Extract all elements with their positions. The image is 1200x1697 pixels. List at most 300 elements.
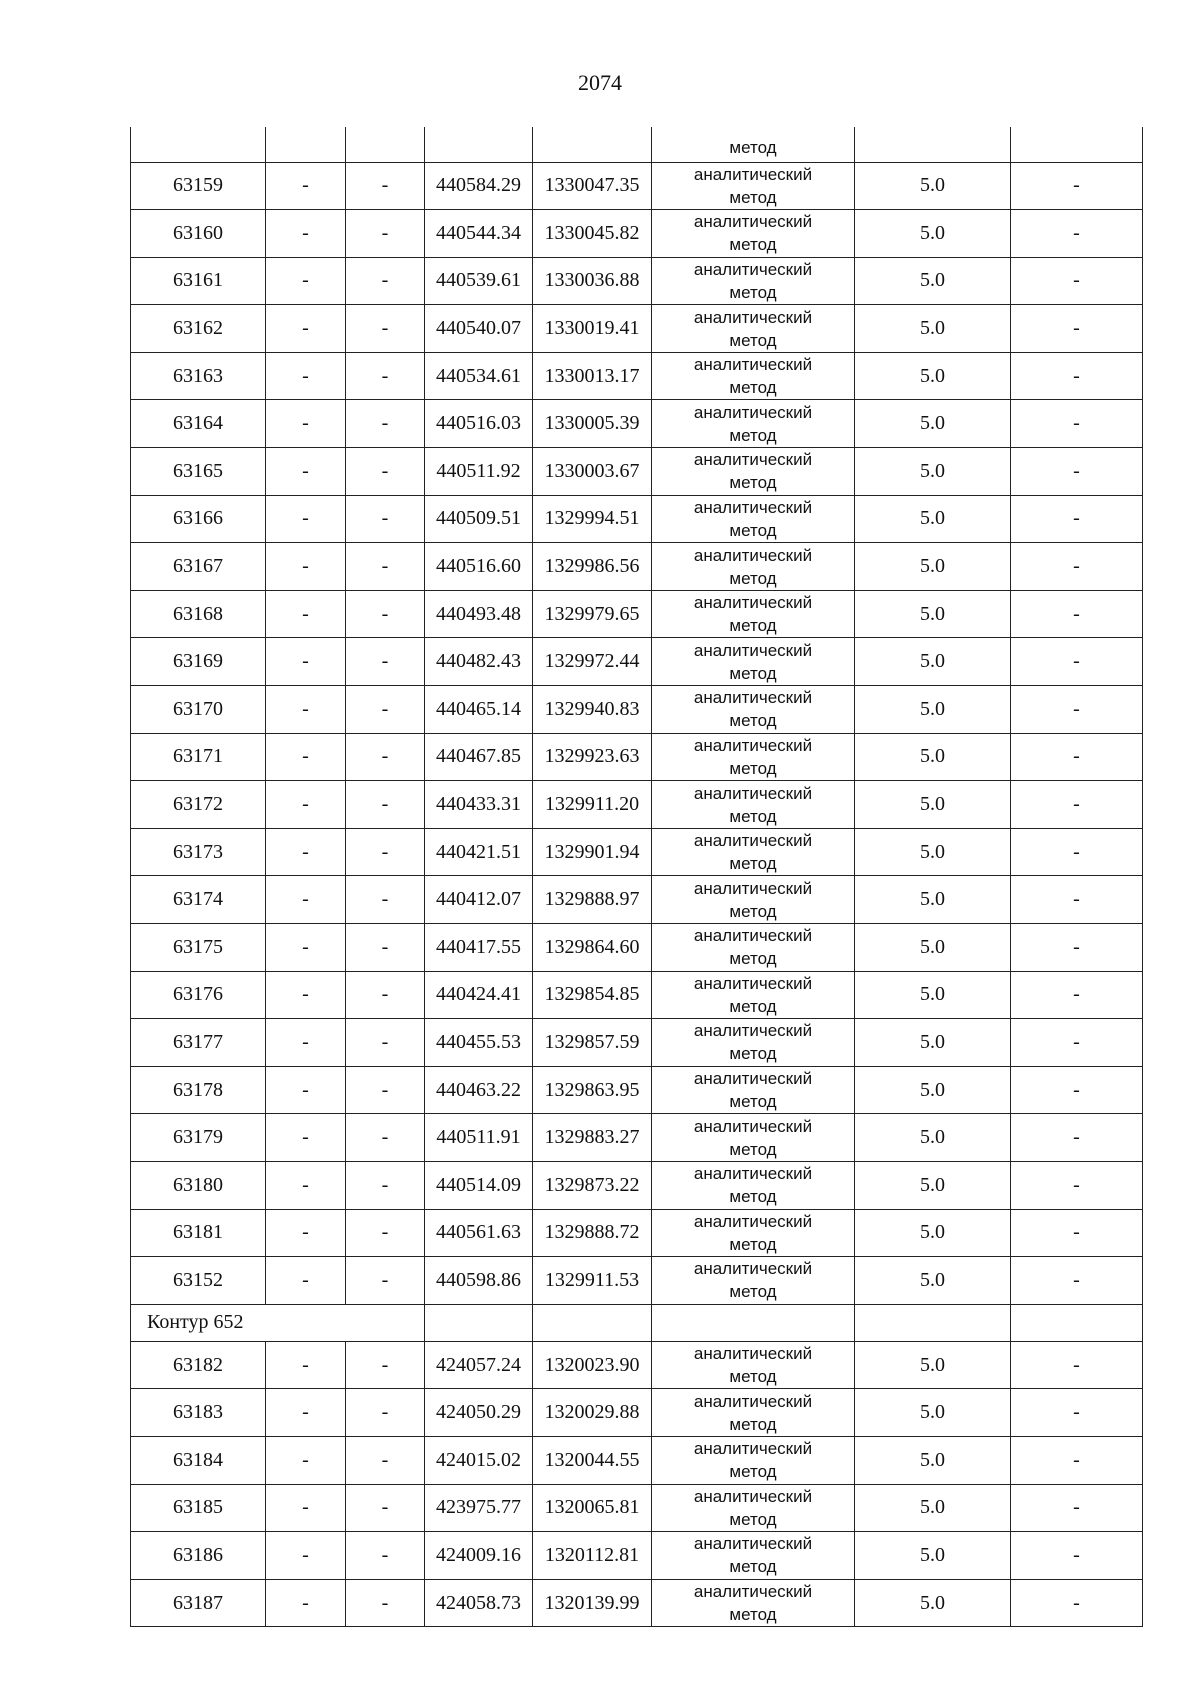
method-line-2: метод	[729, 568, 777, 588]
method-line-2: метод	[729, 1414, 777, 1434]
contour-label: Контур 652	[131, 1304, 425, 1341]
y-coordinate-cell: 1329911.53	[533, 1257, 652, 1305]
y-coordinate-cell: 1330003.67	[533, 448, 652, 496]
x-coordinate-cell: 424058.73	[425, 1579, 533, 1627]
dash-cell: -	[1011, 448, 1143, 496]
x-coordinate-cell: 440493.48	[425, 590, 533, 638]
method-line-2: метод	[729, 1092, 777, 1112]
method-line-1: аналитический	[693, 878, 813, 898]
point-id-cell: 63152	[131, 1257, 266, 1305]
point-id-cell: 63171	[131, 733, 266, 781]
dash-cell: -	[266, 1161, 346, 1209]
method-cell	[652, 638, 855, 686]
dash-cell: -	[1011, 971, 1143, 1019]
method-cell	[652, 257, 855, 305]
dash-cell: -	[266, 971, 346, 1019]
table-row	[131, 162, 1143, 210]
table-row	[131, 971, 1143, 1019]
accuracy-cell: 5.0	[855, 781, 1011, 829]
method-line-2: метод	[729, 1605, 777, 1625]
empty-cell	[533, 1304, 652, 1341]
point-id-cell: 63170	[131, 686, 266, 734]
accuracy-cell: 5.0	[855, 1161, 1011, 1209]
x-coordinate-cell: 440584.29	[425, 162, 533, 210]
accuracy-cell: 5.0	[855, 1209, 1011, 1257]
y-coordinate-cell: 1329986.56	[533, 543, 652, 591]
table-row	[131, 1114, 1143, 1162]
point-id-cell: 63183	[131, 1389, 266, 1437]
y-coordinate-cell: 1320112.81	[533, 1532, 652, 1580]
method-line-1: аналитический	[693, 402, 813, 422]
table-row	[131, 448, 1143, 496]
method-line-1: аналитический	[693, 1021, 813, 1041]
table-row	[131, 781, 1143, 829]
dash-cell: -	[1011, 257, 1143, 305]
accuracy-cell: 5.0	[855, 162, 1011, 210]
dash-cell: -	[1011, 1579, 1143, 1627]
y-coordinate-cell: 1329972.44	[533, 638, 652, 686]
method-line-1: аналитический	[693, 1439, 813, 1459]
y-coordinate-cell: 1329994.51	[533, 495, 652, 543]
accuracy-cell: 5.0	[855, 1019, 1011, 1067]
table-row	[131, 1389, 1143, 1437]
dash-cell: -	[346, 1019, 425, 1067]
method-cell	[652, 1484, 855, 1532]
method-tail: метод	[729, 138, 777, 158]
table-row	[131, 352, 1143, 400]
coordinates-table	[130, 127, 1143, 1627]
method-cell	[652, 1209, 855, 1257]
dash-cell: -	[346, 400, 425, 448]
dash-cell: -	[346, 257, 425, 305]
dash-cell: -	[266, 733, 346, 781]
method-line-2: метод	[729, 758, 777, 778]
method-line-1: аналитический	[693, 164, 813, 184]
point-id-cell: 63180	[131, 1161, 266, 1209]
method-line-2: метод	[729, 1462, 777, 1482]
point-id-cell: 63160	[131, 210, 266, 258]
dash-cell: -	[346, 448, 425, 496]
dash-cell: -	[346, 686, 425, 734]
method-line-1: аналитический	[693, 831, 813, 851]
dash-cell: -	[346, 1161, 425, 1209]
dash-cell: -	[346, 733, 425, 781]
method-line-2: метод	[729, 616, 777, 636]
accuracy-cell: 5.0	[855, 971, 1011, 1019]
method-cell	[652, 876, 855, 924]
point-id-cell: 63164	[131, 400, 266, 448]
method-line-2: метод	[729, 520, 777, 540]
x-coordinate-cell: 440511.92	[425, 448, 533, 496]
point-id-cell: 63159	[131, 162, 266, 210]
point-id-cell: 63182	[131, 1341, 266, 1389]
x-coordinate-cell: 440544.34	[425, 210, 533, 258]
accuracy-cell: 5.0	[855, 1341, 1011, 1389]
method-cell	[652, 543, 855, 591]
x-coordinate-cell: 440598.86	[425, 1257, 533, 1305]
table-row	[131, 1161, 1143, 1209]
accuracy-cell: 5.0	[855, 828, 1011, 876]
point-id-cell: 63176	[131, 971, 266, 1019]
accuracy-cell: 5.0	[855, 1257, 1011, 1305]
dash-cell: -	[346, 1436, 425, 1484]
dash-cell: -	[1011, 924, 1143, 972]
dash-cell: -	[266, 924, 346, 972]
method-cell	[652, 781, 855, 829]
method-line-1: аналитический	[693, 1164, 813, 1184]
table-row	[131, 1436, 1143, 1484]
dash-cell: -	[1011, 210, 1143, 258]
x-coordinate-cell: 440424.41	[425, 971, 533, 1019]
dash-cell: -	[266, 448, 346, 496]
accuracy-cell: 5.0	[855, 1066, 1011, 1114]
y-coordinate-cell: 1330036.88	[533, 257, 652, 305]
y-coordinate-cell: 1320065.81	[533, 1484, 652, 1532]
point-id-cell: 63185	[131, 1484, 266, 1532]
accuracy-cell: 5.0	[855, 590, 1011, 638]
accuracy-cell: 5.0	[855, 1389, 1011, 1437]
method-cell	[652, 733, 855, 781]
y-coordinate-cell: 1320139.99	[533, 1579, 652, 1627]
dash-cell: -	[266, 1209, 346, 1257]
y-coordinate-cell: 1320023.90	[533, 1341, 652, 1389]
point-id-cell: 63179	[131, 1114, 266, 1162]
dash-cell: -	[266, 638, 346, 686]
method-line-1: аналитический	[693, 1116, 813, 1136]
dash-cell: -	[346, 1389, 425, 1437]
accuracy-cell: 5.0	[855, 1436, 1011, 1484]
dash-cell: -	[266, 590, 346, 638]
accuracy-cell: 5.0	[855, 305, 1011, 353]
dash-cell: -	[266, 1019, 346, 1067]
accuracy-cell: 5.0	[855, 495, 1011, 543]
dash-cell: -	[1011, 1066, 1143, 1114]
point-id-cell: 63173	[131, 828, 266, 876]
y-coordinate-cell: 1329901.94	[533, 828, 652, 876]
dash-cell: -	[1011, 495, 1143, 543]
dash-cell: -	[1011, 1019, 1143, 1067]
table-row	[131, 1209, 1143, 1257]
method-line-1: аналитический	[693, 926, 813, 946]
method-line-1: аналитический	[693, 497, 813, 517]
y-coordinate-cell: 1329873.22	[533, 1161, 652, 1209]
dash-cell: -	[266, 495, 346, 543]
dash-cell: -	[346, 210, 425, 258]
accuracy-cell: 5.0	[855, 543, 1011, 591]
method-line-1: аналитический	[693, 1211, 813, 1231]
dash-cell: -	[1011, 1532, 1143, 1580]
point-id-cell: 63184	[131, 1436, 266, 1484]
method-cell	[652, 162, 855, 210]
dash-cell: -	[1011, 828, 1143, 876]
dash-cell: -	[266, 162, 346, 210]
dash-cell: -	[1011, 1341, 1143, 1389]
dash-cell: -	[346, 1066, 425, 1114]
x-coordinate-cell: 440455.53	[425, 1019, 533, 1067]
method-line-1: аналитический	[693, 545, 813, 565]
accuracy-cell: 5.0	[855, 1484, 1011, 1532]
empty-cell	[855, 1304, 1011, 1341]
accuracy-cell: 5.0	[855, 400, 1011, 448]
method-cell	[652, 127, 855, 162]
dash-cell: -	[346, 305, 425, 353]
dash-cell: -	[1011, 352, 1143, 400]
y-coordinate-cell: 1329854.85	[533, 971, 652, 1019]
dash-cell: -	[266, 305, 346, 353]
method-cell	[652, 1066, 855, 1114]
dash-cell: -	[266, 1484, 346, 1532]
dash-cell: -	[1011, 162, 1143, 210]
method-line-1: аналитический	[693, 259, 813, 279]
dash-cell: -	[266, 1114, 346, 1162]
method-line-1: аналитический	[693, 307, 813, 327]
method-line-2: метод	[729, 806, 777, 826]
x-coordinate-cell: 424057.24	[425, 1341, 533, 1389]
method-cell	[652, 400, 855, 448]
table-row	[131, 210, 1143, 258]
x-coordinate-cell: 440540.07	[425, 305, 533, 353]
method-line-1: аналитический	[693, 783, 813, 803]
point-id-cell: 63175	[131, 924, 266, 972]
continued-row	[131, 127, 1143, 162]
method-cell	[652, 1114, 855, 1162]
point-id-cell: 63187	[131, 1579, 266, 1627]
dash-cell: -	[1011, 1257, 1143, 1305]
dash-cell: -	[1011, 590, 1143, 638]
dash-cell: -	[266, 400, 346, 448]
method-line-1: аналитический	[693, 1259, 813, 1279]
point-id-cell: 63167	[131, 543, 266, 591]
method-line-1: аналитический	[693, 1069, 813, 1089]
y-coordinate-cell: 1320044.55	[533, 1436, 652, 1484]
x-coordinate-cell: 424015.02	[425, 1436, 533, 1484]
table-row	[131, 686, 1143, 734]
dash-cell: -	[1011, 638, 1143, 686]
x-coordinate-cell: 440421.51	[425, 828, 533, 876]
y-coordinate-cell: 1329940.83	[533, 686, 652, 734]
method-cell	[652, 210, 855, 258]
dash-cell: -	[346, 1114, 425, 1162]
y-coordinate-cell: 1320029.88	[533, 1389, 652, 1437]
y-coordinate-cell: 1329979.65	[533, 590, 652, 638]
dash-cell: -	[346, 162, 425, 210]
point-id-cell: 63169	[131, 638, 266, 686]
accuracy-cell: 5.0	[855, 257, 1011, 305]
dash-cell: -	[346, 1341, 425, 1389]
dash-cell: -	[266, 1532, 346, 1580]
method-cell	[652, 828, 855, 876]
y-coordinate-cell: 1329888.72	[533, 1209, 652, 1257]
method-line-2: метод	[729, 901, 777, 921]
x-coordinate-cell: 440417.55	[425, 924, 533, 972]
accuracy-cell: 5.0	[855, 352, 1011, 400]
dash-cell: -	[1011, 1389, 1143, 1437]
method-line-2: метод	[729, 378, 777, 398]
table-row	[131, 305, 1143, 353]
x-coordinate-cell: 424050.29	[425, 1389, 533, 1437]
table-row	[131, 257, 1143, 305]
y-coordinate-cell: 1329911.20	[533, 781, 652, 829]
accuracy-cell: 5.0	[855, 448, 1011, 496]
page-number: 2074	[578, 70, 622, 95]
dash-cell: -	[266, 1341, 346, 1389]
dash-cell: -	[346, 876, 425, 924]
method-line-2: метод	[729, 854, 777, 874]
dash-cell: -	[346, 1484, 425, 1532]
accuracy-cell: 5.0	[855, 638, 1011, 686]
method-line-2: метод	[729, 1509, 777, 1529]
empty-cell	[1011, 1304, 1143, 1341]
table-row	[131, 1341, 1143, 1389]
dash-cell: -	[266, 686, 346, 734]
y-coordinate-cell: 1329857.59	[533, 1019, 652, 1067]
empty-cell	[652, 1304, 855, 1341]
dash-cell: -	[266, 352, 346, 400]
method-line-2: метод	[729, 1139, 777, 1159]
dash-cell: -	[346, 781, 425, 829]
method-cell	[652, 1389, 855, 1437]
accuracy-cell: 5.0	[855, 733, 1011, 781]
y-coordinate-cell: 1330019.41	[533, 305, 652, 353]
accuracy-cell: 5.0	[855, 924, 1011, 972]
x-coordinate-cell: 440516.60	[425, 543, 533, 591]
method-line-2: метод	[729, 425, 777, 445]
table-row	[131, 400, 1143, 448]
y-coordinate-cell: 1330013.17	[533, 352, 652, 400]
y-coordinate-cell: 1329888.97	[533, 876, 652, 924]
table-row	[131, 590, 1143, 638]
method-cell	[652, 1579, 855, 1627]
table-row	[131, 638, 1143, 686]
method-line-2: метод	[729, 235, 777, 255]
table-row	[131, 1484, 1143, 1532]
table-row	[131, 1066, 1143, 1114]
x-coordinate-cell: 440514.09	[425, 1161, 533, 1209]
point-id-cell: 63178	[131, 1066, 266, 1114]
point-id-cell: 63166	[131, 495, 266, 543]
point-id-cell: 63181	[131, 1209, 266, 1257]
dash-cell: -	[346, 352, 425, 400]
table-row	[131, 495, 1143, 543]
dash-cell: -	[346, 971, 425, 1019]
method-line-1: аналитический	[693, 355, 813, 375]
dash-cell: -	[346, 1209, 425, 1257]
method-line-2: метод	[729, 1367, 777, 1387]
y-coordinate-cell: 1329923.63	[533, 733, 652, 781]
y-coordinate-cell: 1329883.27	[533, 1114, 652, 1162]
method-line-2: метод	[729, 663, 777, 683]
x-coordinate-cell: 440516.03	[425, 400, 533, 448]
x-coordinate-cell: 440539.61	[425, 257, 533, 305]
dash-cell: -	[266, 210, 346, 258]
dash-cell: -	[346, 924, 425, 972]
point-id-cell: 63162	[131, 305, 266, 353]
x-coordinate-cell: 440433.31	[425, 781, 533, 829]
x-coordinate-cell: 440463.22	[425, 1066, 533, 1114]
dash-cell: -	[1011, 733, 1143, 781]
accuracy-cell: 5.0	[855, 686, 1011, 734]
accuracy-cell: 5.0	[855, 1114, 1011, 1162]
table-row	[131, 1579, 1143, 1627]
method-line-1: аналитический	[693, 640, 813, 660]
x-coordinate-cell: 440511.91	[425, 1114, 533, 1162]
method-line-1: аналитический	[693, 1534, 813, 1554]
method-cell	[652, 924, 855, 972]
dash-cell: -	[266, 257, 346, 305]
dash-cell: -	[266, 1436, 346, 1484]
y-coordinate-cell: 1329864.60	[533, 924, 652, 972]
dash-cell: -	[346, 590, 425, 638]
dash-cell: -	[266, 781, 346, 829]
table-row	[131, 876, 1143, 924]
dash-cell: -	[1011, 1209, 1143, 1257]
point-id-cell: 63161	[131, 257, 266, 305]
method-cell	[652, 495, 855, 543]
method-cell	[652, 1341, 855, 1389]
y-coordinate-cell: 1329863.95	[533, 1066, 652, 1114]
method-line-2: метод	[729, 949, 777, 969]
dash-cell: -	[346, 828, 425, 876]
x-coordinate-cell: 424009.16	[425, 1532, 533, 1580]
dash-cell: -	[346, 543, 425, 591]
x-coordinate-cell: 440412.07	[425, 876, 533, 924]
accuracy-cell: 5.0	[855, 876, 1011, 924]
method-line-1: аналитический	[693, 1344, 813, 1364]
dash-cell: -	[346, 1257, 425, 1305]
dash-cell: -	[1011, 543, 1143, 591]
method-cell	[652, 1532, 855, 1580]
x-coordinate-cell: 440467.85	[425, 733, 533, 781]
table-row	[131, 1019, 1143, 1067]
method-cell	[652, 1019, 855, 1067]
table-row	[131, 543, 1143, 591]
method-line-1: аналитический	[693, 735, 813, 755]
accuracy-cell: 5.0	[855, 1532, 1011, 1580]
dash-cell: -	[346, 638, 425, 686]
x-coordinate-cell: 440482.43	[425, 638, 533, 686]
x-coordinate-cell: 423975.77	[425, 1484, 533, 1532]
method-line-2: метод	[729, 282, 777, 302]
point-id-cell: 63163	[131, 352, 266, 400]
dash-cell: -	[1011, 686, 1143, 734]
method-line-2: метод	[729, 996, 777, 1016]
point-id-cell: 63168	[131, 590, 266, 638]
method-line-1: аналитический	[693, 1391, 813, 1411]
accuracy-cell: 5.0	[855, 1579, 1011, 1627]
method-line-2: метод	[729, 187, 777, 207]
x-coordinate-cell: 440534.61	[425, 352, 533, 400]
table-row	[131, 1532, 1143, 1580]
method-line-2: метод	[729, 1282, 777, 1302]
table-row	[131, 733, 1143, 781]
x-coordinate-cell: 440509.51	[425, 495, 533, 543]
dash-cell: -	[266, 1579, 346, 1627]
method-cell	[652, 448, 855, 496]
dash-cell: -	[346, 1579, 425, 1627]
dash-cell: -	[1011, 1114, 1143, 1162]
method-cell	[652, 590, 855, 638]
table-row	[131, 924, 1143, 972]
method-cell	[652, 971, 855, 1019]
y-coordinate-cell: 1330005.39	[533, 400, 652, 448]
dash-cell: -	[266, 828, 346, 876]
method-line-2: метод	[729, 1234, 777, 1254]
dash-cell: -	[1011, 1161, 1143, 1209]
method-line-1: аналитический	[693, 1582, 813, 1602]
accuracy-cell: 5.0	[855, 210, 1011, 258]
dash-cell: -	[1011, 1484, 1143, 1532]
method-line-2: метод	[729, 1044, 777, 1064]
